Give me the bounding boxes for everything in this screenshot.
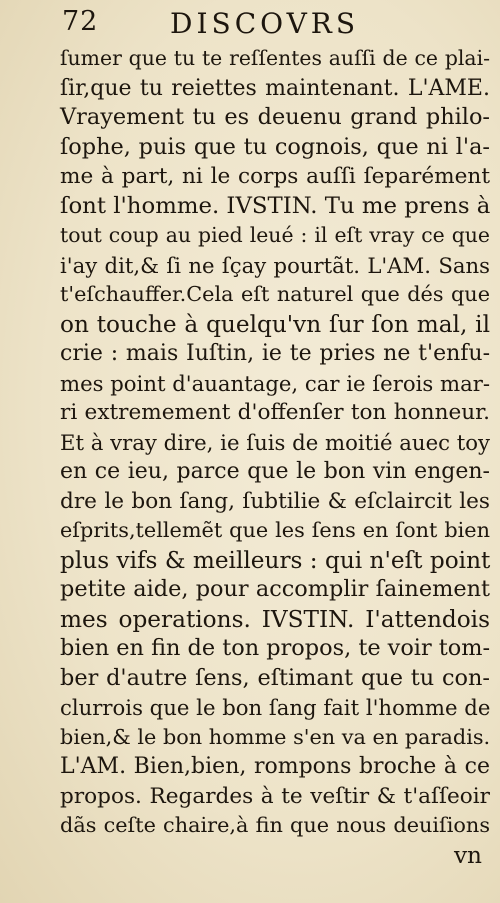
text-line: i'ay dit,& ſi ne ſçay pourtãt. L'AM. Sans bbox=[60, 252, 490, 278]
text-line: t'eſchauffer.Cela eſt naturel que dés que bbox=[60, 282, 490, 306]
text-line: ſir,que tu reiettes maintenant. L'AME. bbox=[60, 75, 490, 101]
text-line: ber d'autre ſens, eſtimant que tu con- bbox=[60, 664, 490, 691]
text-line: ſophe, puis que tu cognois, que ni l'a- bbox=[60, 133, 490, 160]
text-line: on touche à quelqu'vn ſur ſon mal, il bbox=[60, 310, 490, 338]
text-line: clurrois que le bon ſang fait l'homme de bbox=[60, 695, 491, 720]
text-line: Vrayement tu es deuenu grand philo- bbox=[60, 104, 490, 130]
text-line: L'AM. Bien,bien, rompons broche à ce bbox=[60, 754, 490, 779]
text-line: eſprits,tellemẽt que les ſens en ſont bien bbox=[60, 518, 490, 542]
text-line: mes operations. IVSTIN. I'attendois bbox=[60, 605, 490, 633]
text-line: dre le bon ſang, ſubtilie & eſclaircit les bbox=[60, 488, 490, 514]
text-line: petite aide, pour accomplir ſainement bbox=[60, 576, 490, 602]
text-line: mes point d'auantage, car ie ſerois mar- bbox=[60, 370, 490, 396]
text-line: tout coup au pied leué : il eſt vray ce que bbox=[60, 223, 490, 247]
text-line: bien,& le bon homme s'en va en paradis. bbox=[60, 724, 491, 749]
text-line: bien en fin de ton propos, te voir tom- bbox=[60, 635, 491, 661]
text-body bbox=[60, 44, 490, 870]
text-line: crie : mais Iuſtin, ie te pries ne t'enfu- bbox=[60, 341, 490, 366]
text-line: Et à vray dire, ie ſuis de moitié auec toy bbox=[60, 429, 490, 455]
text-line: me à part, ni le corps auſſi ſeparément bbox=[60, 164, 490, 189]
page-number: 72 bbox=[62, 6, 99, 37]
text-line: ſont l'homme. IVSTIN. Tu me prens à bbox=[60, 192, 491, 219]
page-header bbox=[62, 6, 492, 40]
text-line: en ce ieu, parce que le bon vin engen- bbox=[60, 459, 490, 484]
catchword: vn bbox=[453, 841, 482, 869]
text-line: propos. Regardes à te veſtir & t'aſſeoir bbox=[60, 783, 490, 809]
text-line: plus vifs & meilleurs : qui n'eſt point bbox=[60, 546, 491, 574]
text-line: ri extremement d'offenſer ton honneur. bbox=[60, 400, 490, 425]
running-title: DISCOVRS bbox=[170, 7, 360, 40]
text-line: ſumer que tu te reſſentes auſſi de ce plai- bbox=[60, 46, 490, 70]
text-line: dãs ceſte chaire,à fin que nous deuiſions bbox=[60, 813, 490, 837]
